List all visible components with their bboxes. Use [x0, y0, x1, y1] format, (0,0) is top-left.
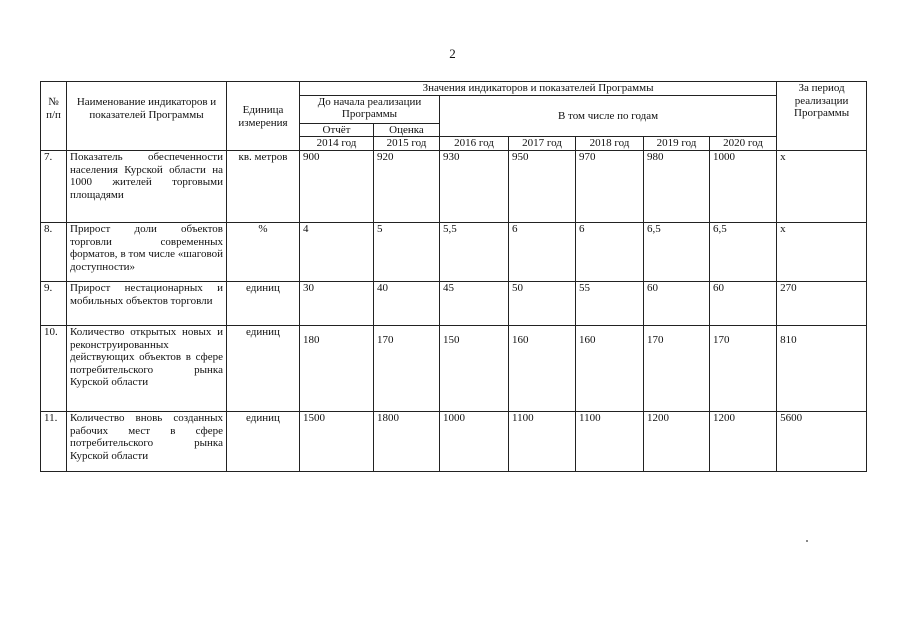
row-value: 150: [440, 326, 509, 412]
header-unit: Единица измерения: [227, 82, 300, 151]
row-value: 170: [710, 326, 777, 412]
table-row: [41, 412, 867, 472]
row-number: 8.: [41, 223, 67, 282]
row-value: 920: [374, 151, 440, 223]
table-row: [41, 326, 867, 412]
header-year-2014: 2014 год: [300, 137, 374, 151]
row-name: Прирост нестационарных и мобильных объектов торговли: [67, 282, 227, 326]
row-value: 180: [300, 326, 374, 412]
header-period: За период реализации Программы: [777, 82, 867, 151]
row-unit: кв. метров: [227, 151, 300, 223]
row-value: 170: [644, 326, 710, 412]
row-name: Показатель обеспеченности населения Курской области на 1000 жителей торговыми площадями: [67, 151, 227, 223]
row-value: 1200: [710, 412, 777, 472]
row-name: Количество открытых новых и реконструированных действующих объектов в сфере потребительского рынка Курской области: [67, 326, 227, 412]
row-value: 60: [710, 282, 777, 326]
row-value: 160: [509, 326, 576, 412]
row-unit: единиц: [227, 282, 300, 326]
row-value: 170: [374, 326, 440, 412]
header-by-years: В том числе по годам: [440, 95, 777, 137]
indicators-table: [40, 81, 867, 472]
row-value: 5,5: [440, 223, 509, 282]
header-report: Отчёт: [300, 123, 374, 137]
row-number: 7.: [41, 151, 67, 223]
row-name: Прирост доли объектов торговли современных форматов, в том числе «шаговой доступности»: [67, 223, 227, 282]
row-value: 930: [440, 151, 509, 223]
row-value: 55: [576, 282, 644, 326]
row-total: х: [777, 223, 867, 282]
row-value: 6: [576, 223, 644, 282]
row-value: 1100: [576, 412, 644, 472]
header-year-2015: 2015 год: [374, 137, 440, 151]
header-num: № п/п: [41, 82, 67, 151]
row-value: 6,5: [710, 223, 777, 282]
header-values: Значения индикаторов и показателей Программы: [300, 82, 777, 96]
table-row: [41, 151, 867, 223]
row-value: 1800: [374, 412, 440, 472]
row-value: 1500: [300, 412, 374, 472]
row-total: 5600: [777, 412, 867, 472]
row-value: 6,5: [644, 223, 710, 282]
row-value: 1000: [440, 412, 509, 472]
table-row: [41, 223, 867, 282]
row-unit: %: [227, 223, 300, 282]
row-value: 30: [300, 282, 374, 326]
header-year-2019: 2019 год: [644, 137, 710, 151]
row-number: 9.: [41, 282, 67, 326]
row-value: 980: [644, 151, 710, 223]
row-value: 950: [509, 151, 576, 223]
header-before-start: До начала реализации Программы: [300, 95, 440, 123]
header-year-2020: 2020 год: [710, 137, 777, 151]
row-name: Количество вновь созданных рабочих мест в сфере потребительского рынка Курской области: [67, 412, 227, 472]
row-value: 6: [509, 223, 576, 282]
row-number: 11.: [41, 412, 67, 472]
page-number: 2: [449, 46, 456, 61]
header-year-2017: 2017 год: [509, 137, 576, 151]
table-row: [41, 282, 867, 326]
row-value: 970: [576, 151, 644, 223]
header-estimate: Оценка: [374, 123, 440, 137]
scan-speck: [806, 540, 808, 542]
row-value: 1200: [644, 412, 710, 472]
row-total: 270: [777, 282, 867, 326]
row-value: 60: [644, 282, 710, 326]
header-year-2018: 2018 год: [576, 137, 644, 151]
row-value: 5: [374, 223, 440, 282]
row-value: 1100: [509, 412, 576, 472]
row-value: 900: [300, 151, 374, 223]
row-value: 160: [576, 326, 644, 412]
row-value: 1000: [710, 151, 777, 223]
row-unit: единиц: [227, 412, 300, 472]
row-value: 40: [374, 282, 440, 326]
row-unit: единиц: [227, 326, 300, 412]
row-total: х: [777, 151, 867, 223]
header-year-2016: 2016 год: [440, 137, 509, 151]
header-name: Наименование индикаторов и показателей Программы: [67, 82, 227, 151]
row-total: 810: [777, 326, 867, 412]
row-value: 50: [509, 282, 576, 326]
row-value: 45: [440, 282, 509, 326]
row-value: 4: [300, 223, 374, 282]
row-number: 10.: [41, 326, 67, 412]
